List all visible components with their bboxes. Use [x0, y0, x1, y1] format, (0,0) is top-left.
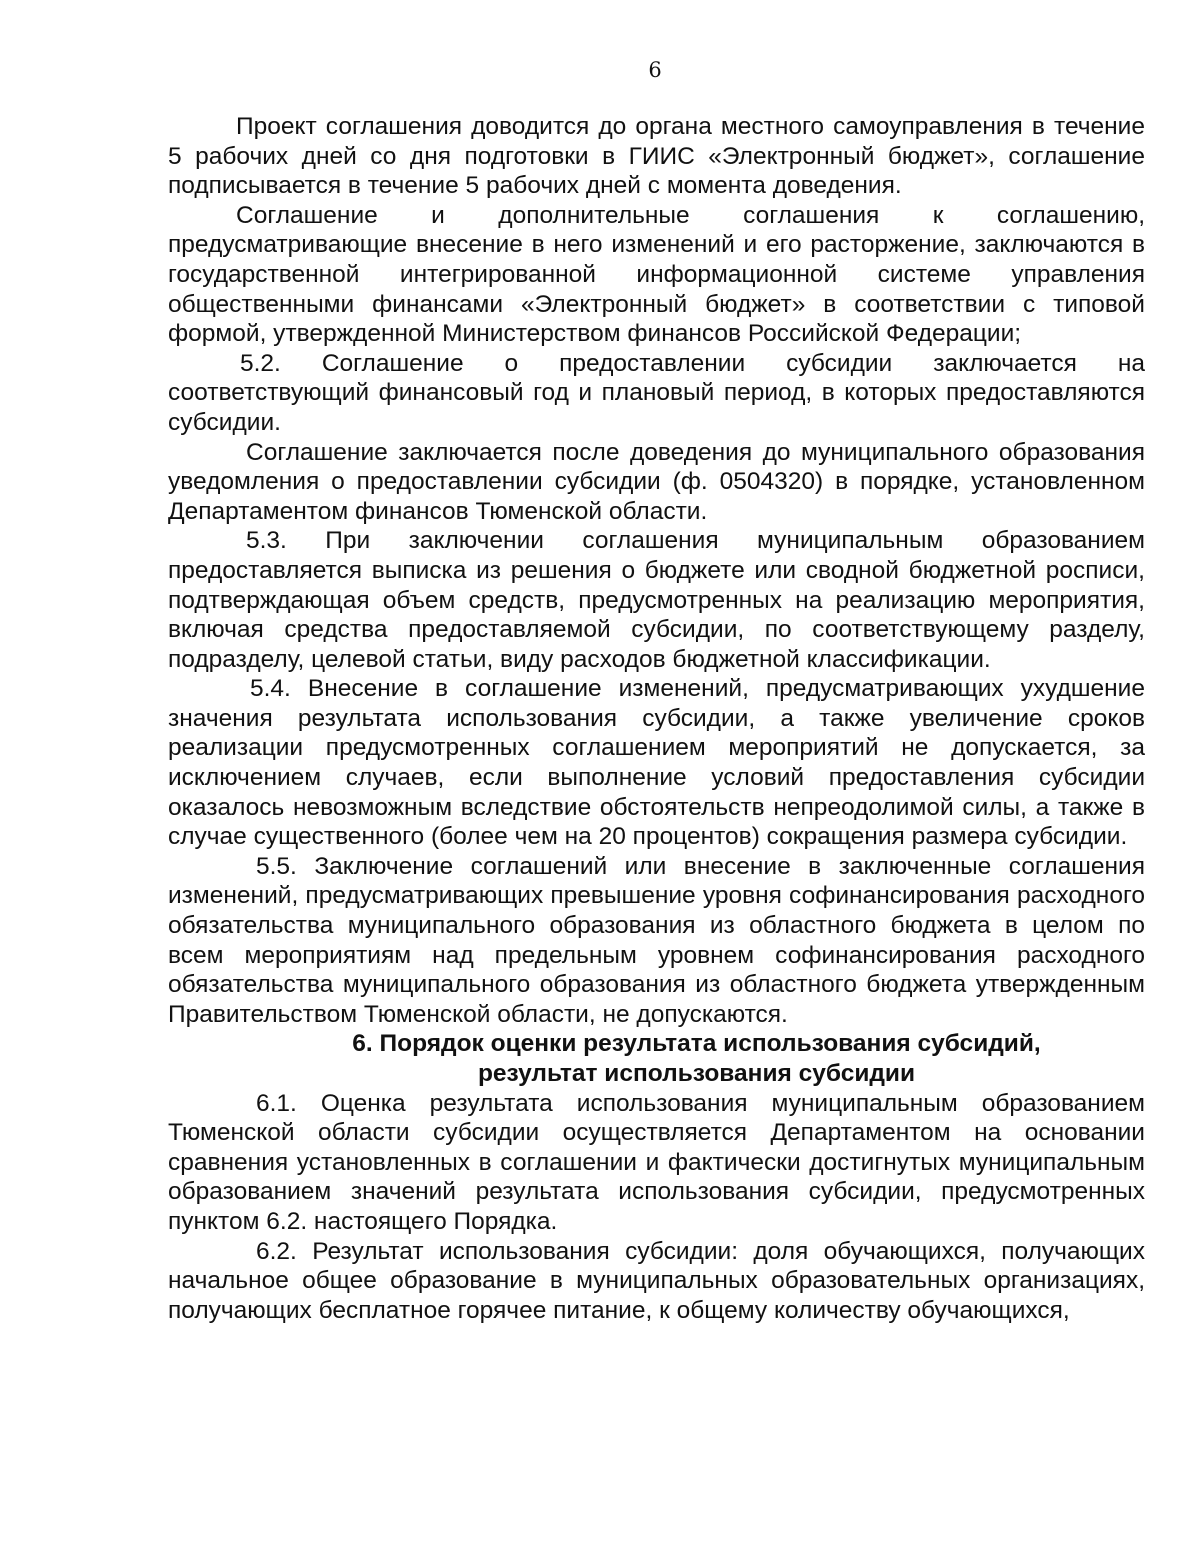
paragraph-6-2: 6.2. Результат использования субсидии: доля обучающихся, получающих начальное общее образование в муниципальных образовательных организациях, получающих бесплатное горячее питание, к общему количеству обучающихся,	[168, 1237, 1145, 1324]
page-number: 6	[648, 58, 662, 82]
paragraph-agreement-system: Соглашение и дополнительные соглашения к соглашению, предусматривающие внесение в него изменений и его расторжение, заключаются в государственной интегрированной информационной системе управления общественными финансами «Электронный бюджет» в соответствии с типовой формой, утвержденной Министерством финансов Российской Федерации;	[168, 201, 1145, 348]
paragraph-5-4: 5.4. Внесение в соглашение изменений, предусматривающих ухудшение значения результата использования субсидии, а также увеличение сроков реализации предусмотренных соглашением мероприятий не допускается, за исключением случаев, если выполнение условий предоставления субсидии оказалось невозможным вследствие обстоятельств непреодолимой силы, а также в случае существенного (более чем на 20 процентов) сокращения размера субсидии.	[168, 675, 1145, 851]
paragraph-6-1: 6.1. Оценка результата использования муниципальным образованием Тюменской области субсидии осуществляется Департаментом на основании сравнения установленных в соглашении и фактически достигнутых муниципальным образованием значений результата использования субсидии, предусмотренных пунктом 6.2. настоящего Порядка.	[168, 1089, 1145, 1235]
paragraph-5-5: 5.5. Заключение соглашений или внесение в заключенные соглашения изменений, предусматривающих превышение уровня софинансирования расходного обязательства муниципального образования из областного бюджета в целом по всем мероприятиям над предельным уровнем софинансирования расходного обязательства муниципального образования из областного бюджета утвержденным Правительством Тюменской области, не допускаются.	[168, 852, 1145, 1028]
paragraph-5-2: 5.2. Соглашение о предоставлении субсидии заключается на соответствующий финансовый год и плановый период, в которых предоставляются субсидии.	[168, 349, 1145, 436]
section-6-heading-line2: результат использования субсидии	[477, 1060, 916, 1087]
paragraph-agreement-draft: Проект соглашения доводится до органа местного самоуправления в течение 5 рабочих дней со дня подготовки в ГИИС «Электронный бюджет», соглашение подписывается в течение 5 рабочих дней с момента доведения.	[168, 113, 1145, 200]
section-6-heading	[168, 1029, 1145, 1088]
paragraph-agreement-notice: Соглашение заключается после доведения до муниципального образования уведомления о предоставлении субсидии (ф. 0504320) в порядке, установленном Департаментом финансов Тюменской области.	[168, 438, 1145, 525]
document-body	[168, 112, 1145, 1325]
paragraph-5-3: 5.3. При заключении соглашения муниципальным образованием предоставляется выписка из решения о бюджете или сводной бюджетной росписи, подтверждающая объем средств, предусмотренных на реализацию мероприятия, включая средства предоставляемой субсидии, по соответствующему разделу, подразделу, целевой статьи, виду расходов бюджетной классификации.	[168, 527, 1145, 673]
section-6-heading-line1: 6. Порядок оценки результата использования субсидий,	[352, 1030, 1041, 1058]
